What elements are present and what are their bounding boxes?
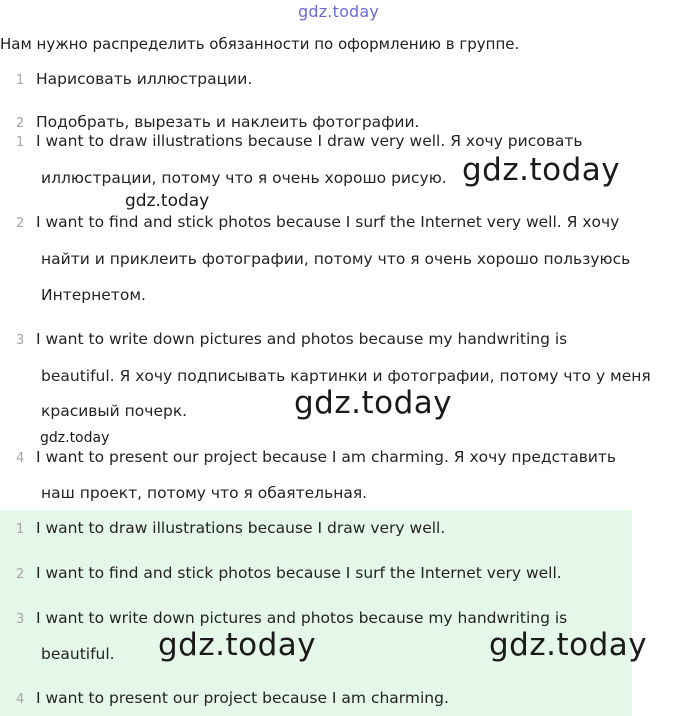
answer-line: наш проект, потому что я обаятельная. [41, 484, 368, 502]
answer-number: 1 [16, 135, 25, 150]
cut-off-task-item [0, 112, 680, 131]
watermark: gdz.today [462, 152, 621, 188]
task-number: 1 [16, 73, 25, 88]
answer-line: Интернетом. [41, 286, 146, 304]
task-text: Подобрать, вырезать и наклеить фотографии. [36, 113, 420, 131]
answer-line: I want to write down pictures and photos because my handwriting is [36, 609, 568, 627]
answer-line: beautiful. Я хочу подписывать картинки и фотографии, потому что у меня [41, 367, 651, 385]
answer-line: I want to write down pictures and photos because my handwriting is [36, 330, 568, 348]
answer-number: 3 [16, 612, 25, 627]
watermark: gdz.today [125, 191, 210, 211]
task-text: Нарисовать иллюстрации. [36, 70, 253, 88]
answer-line: I want to draw illustrations because I draw very well. [36, 519, 446, 537]
watermark-top: gdz.today [298, 2, 380, 21]
task-number: 2 [16, 116, 25, 131]
watermark: gdz.today [158, 627, 317, 663]
answer-line: I want to find and stick photos because I surf the Internet very well. Я хочу [36, 213, 620, 231]
answer-line: красивый почерк. [41, 402, 188, 420]
answer-line: beautiful. [41, 645, 115, 663]
answer-line: I want to draw illustrations because I draw very well. Я хочу рисовать [36, 132, 583, 150]
answer-number: 1 [16, 522, 25, 537]
answer-line: найти и приклеить фотографии, потому что я очень хорошо пользуюсь [41, 250, 631, 268]
answer-number: 4 [16, 451, 25, 466]
watermark: gdz.today [294, 385, 453, 421]
answer-number: 4 [16, 692, 25, 707]
answer-line: I want to present our project because I am charming. Я хочу представить [36, 448, 617, 466]
intro-text: Нам нужно распределить обязанности по оформлению в группе. [0, 35, 520, 53]
watermark: gdz.today [489, 627, 648, 663]
answer-number: 2 [16, 216, 25, 231]
answer-number: 2 [16, 567, 25, 582]
answer-number: 3 [16, 333, 25, 348]
answer-line: иллюстрации, потому что я очень хорошо рисую. [41, 169, 447, 187]
watermark: gdz.today [40, 430, 110, 446]
answer-line: I want to present our project because I am charming. [36, 689, 449, 707]
answer-line: I want to find and stick photos because I surf the Internet very well. [36, 564, 562, 582]
